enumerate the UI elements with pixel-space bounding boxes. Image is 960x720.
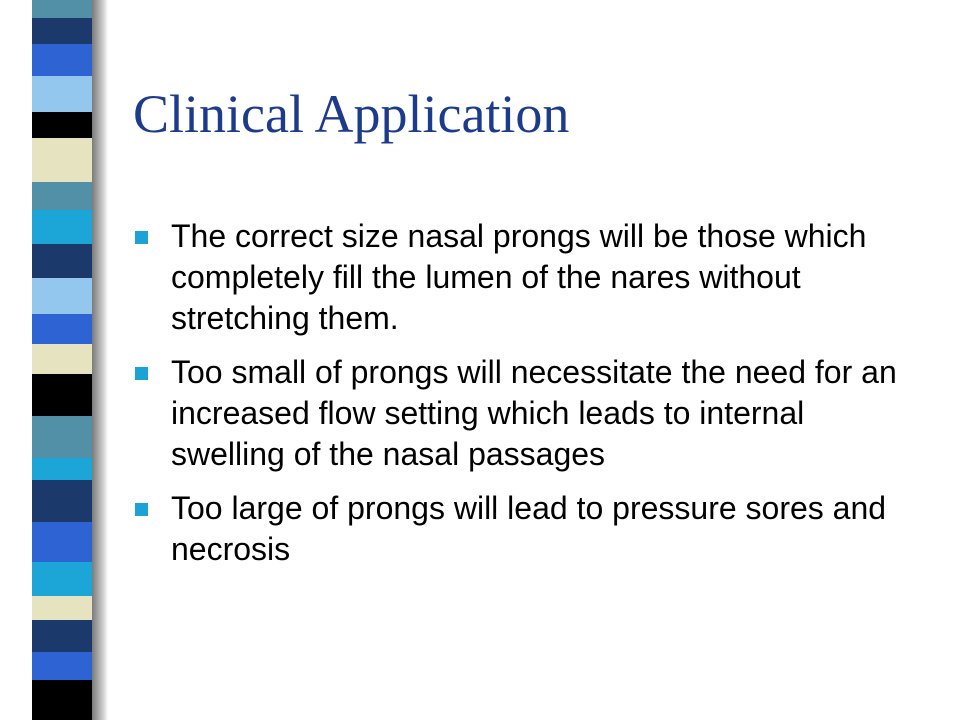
bullet-item [132, 352, 922, 475]
stripe-segment [32, 480, 92, 522]
stripe-segment [32, 18, 92, 44]
stripe-segment [32, 620, 92, 652]
bullet-text: The correct size nasal prongs will be those which completely fill the lumen of the nares without stretching them. [171, 218, 867, 336]
bullet-item [132, 488, 922, 570]
stripe-segment [32, 344, 92, 374]
bullet-text: Too small of prongs will necessitate the need for an increased flow setting which leads to internal swelling of the nasal passages [171, 354, 897, 472]
stripe-segment [32, 596, 92, 620]
stripe-segment [32, 278, 92, 314]
stripe-segment [32, 314, 92, 344]
decorative-stripe-bar [32, 0, 92, 720]
square-bullet-icon [135, 503, 148, 516]
stripe-segment [32, 562, 92, 596]
slide-title: Clinical Application [133, 84, 570, 144]
stripe-segment [32, 458, 92, 480]
stripe-segment [32, 244, 92, 278]
stripe-shadow [92, 0, 108, 720]
stripe-segment [32, 44, 92, 76]
stripe-segment [32, 680, 92, 720]
bullet-text: Too large of prongs will lead to pressure sores and necrosis [171, 490, 887, 567]
bullet-list [132, 216, 922, 583]
stripe-segment [32, 522, 92, 562]
stripe-segment [32, 416, 92, 458]
stripe-segment [32, 182, 92, 210]
stripe-segment [32, 138, 92, 182]
stripe-segment [32, 112, 92, 138]
stripe-segment [32, 374, 92, 416]
stripe-segment [32, 76, 92, 112]
square-bullet-icon [135, 231, 148, 244]
square-bullet-icon [135, 367, 148, 380]
bullet-item [132, 216, 922, 339]
stripe-segment [32, 652, 92, 680]
stripe-segment [32, 0, 92, 18]
stripe-segment [32, 210, 92, 244]
